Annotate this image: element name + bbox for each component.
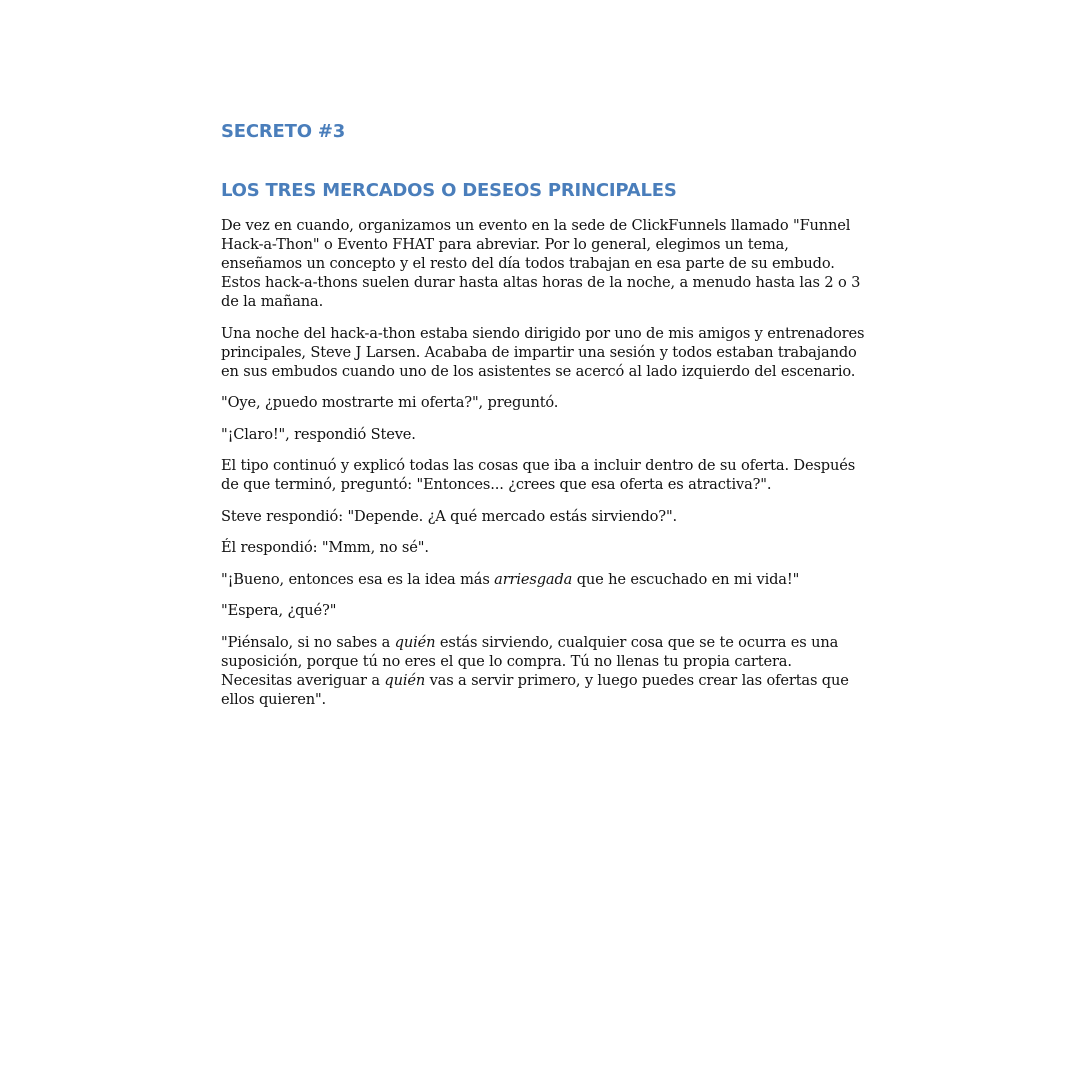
paragraph-8-text-end: que he escuchado en mi vida!" [572, 570, 800, 588]
paragraph-10-text-end: vas a servir primero, y luego puedes crear las ofertas que ellos quieren". [221, 671, 849, 708]
paragraph-4: "¡Claro!", respondió Steve. [221, 425, 416, 443]
paragraph-6: Steve respondió: "Depende. ¿A qué mercado estás sirviendo?". [221, 507, 677, 525]
paragraph-10 [221, 633, 866, 709]
paragraph-7: Él respondió: "Mmm, no sé". [221, 539, 429, 556]
paragraph-10-emphasis-2: quién [384, 671, 426, 689]
chapter-title: LOS TRES MERCADOS O DESEOS PRINCIPALES [221, 180, 677, 201]
paragraph-8 [221, 570, 866, 589]
paragraph-2: Una noche del hack-a-thon estaba siendo dirigido por uno de mis amigos y entrenadores principales, Steve J Larsen. Acababa de impartir una sesión y todos estaban trabajando en sus embudos cuando uno de los asistentes se acercó al lado izquierdo del escenario. [221, 324, 865, 380]
paragraph-5: El tipo continuó y explicó todas las cosas que iba a incluir dentro de su oferta. Después de que terminó, preguntó: "Entonces... ¿crees que esa oferta es atractiva?". [221, 457, 856, 493]
paragraph-10-emphasis-1: quién [394, 633, 436, 651]
paragraph-1: De vez en cuando, organizamos un evento en la sede de ClickFunnels llamado "Funnel Hack-a-Thon" o Evento FHAT para abreviar. Por lo general, elegimos un tema, enseñamos un concepto y el resto del día todos trabajan en esa parte de su embudo. Estos hack-a-thons suelen durar hasta altas horas de la noche, a menudo hasta las 2 o 3 de la mañana. [221, 217, 861, 310]
paragraph-9: "Espera, ¿qué?" [221, 602, 337, 619]
paragraph-10-text-start: "Piénsalo, si no sabes a [221, 633, 395, 651]
section-label: SECRETO #3 [221, 121, 346, 142]
paragraph-3: "Oye, ¿puedo mostrarte mi oferta?", preguntó. [221, 394, 559, 411]
paragraph-8-emphasis: arriesgada [494, 570, 573, 588]
document-page [221, 118, 866, 721]
paragraph-8-text-start: "¡Bueno, entonces esa es la idea más [221, 570, 495, 588]
paragraph-10-text-middle: estás sirviendo, cualquier cosa que se te ocurra es una suposición, porque tú no eres el que lo compra. Tú no llenas tu propia cartera. Necesitas averiguar a [221, 633, 839, 689]
